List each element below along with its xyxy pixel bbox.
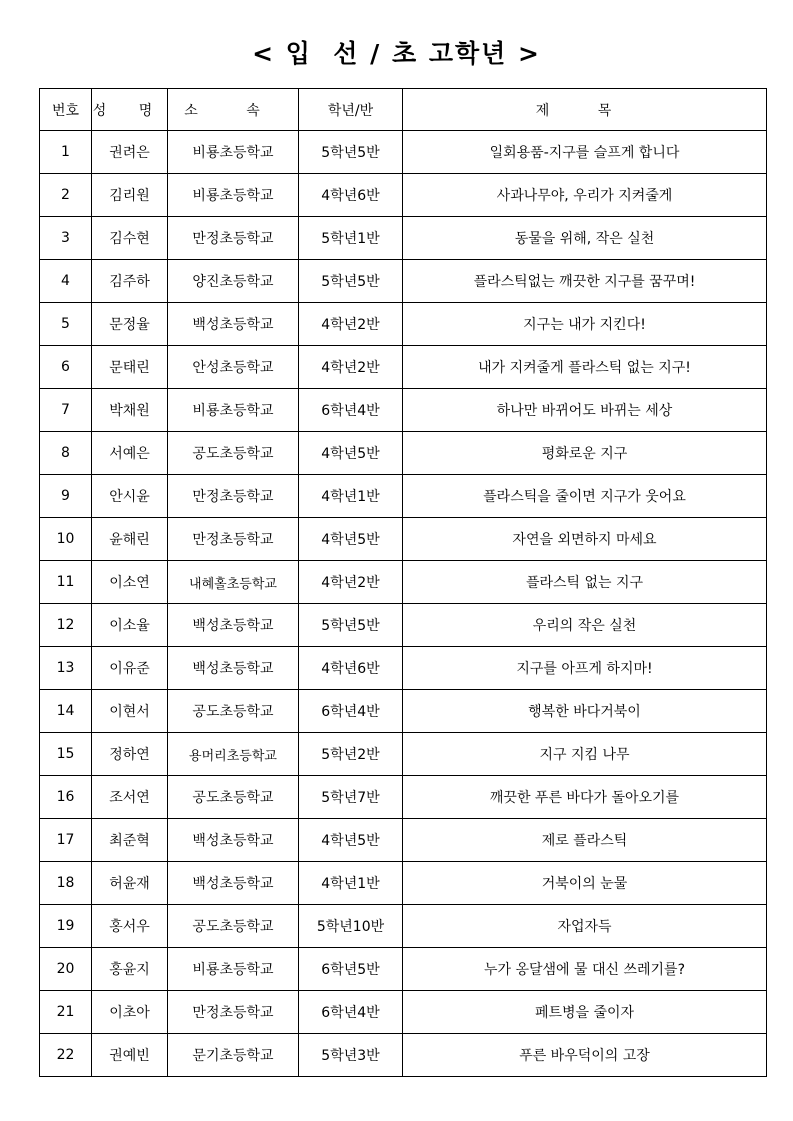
cell-school: 문기초등학교 (168, 1034, 299, 1077)
cell-school: 백성초등학교 (168, 647, 299, 690)
cell-grade: 4학년5반 (299, 432, 403, 475)
cell-grade: 5학년3반 (299, 1034, 403, 1077)
table-row (40, 174, 767, 217)
cell-grade: 4학년2반 (299, 346, 403, 389)
page-title: < 입 선 / 초 고학년 > (252, 39, 541, 68)
cell-subject: 누가 옹달샘에 물 대신 쓰레기를? (403, 948, 767, 991)
cell-number: 1 (40, 131, 92, 174)
cell-subject: 푸른 바우덕이의 고장 (403, 1034, 767, 1077)
cell-subject: 사과나무야, 우리가 지켜줄게 (403, 174, 767, 217)
table-row (40, 733, 767, 776)
cell-grade: 6학년4반 (299, 389, 403, 432)
cell-name: 이소연 (92, 561, 168, 604)
cell-grade: 4학년6반 (299, 174, 403, 217)
cell-school: 백성초등학교 (168, 819, 299, 862)
cell-subject: 내가 지켜줄게 플라스틱 없는 지구! (403, 346, 767, 389)
cell-grade: 4학년5반 (299, 819, 403, 862)
cell-school: 만정초등학교 (168, 991, 299, 1034)
cell-school: 백성초등학교 (168, 303, 299, 346)
cell-subject: 평화로운 지구 (403, 432, 767, 475)
table-row (40, 260, 767, 303)
cell-name: 권예빈 (92, 1034, 168, 1077)
cell-grade: 4학년1반 (299, 475, 403, 518)
cell-number: 9 (40, 475, 92, 518)
table-row (40, 432, 767, 475)
cell-school: 공도초등학교 (168, 905, 299, 948)
cell-number: 20 (40, 948, 92, 991)
table-row (40, 389, 767, 432)
cell-school: 백성초등학교 (168, 862, 299, 905)
cell-school: 공도초등학교 (168, 776, 299, 819)
table-row (40, 1034, 767, 1077)
header-subject: 제 목 (403, 89, 767, 131)
cell-subject: 행복한 바다거북이 (403, 690, 767, 733)
cell-name: 박채원 (92, 389, 168, 432)
cell-grade: 5학년5반 (299, 131, 403, 174)
cell-number: 14 (40, 690, 92, 733)
cell-subject: 하나만 바뀌어도 바뀌는 세상 (403, 389, 767, 432)
table-row (40, 604, 767, 647)
cell-subject: 자업자득 (403, 905, 767, 948)
cell-subject: 자연을 외면하지 마세요 (403, 518, 767, 561)
cell-name: 윤해린 (92, 518, 168, 561)
table-row (40, 217, 767, 260)
table-row (40, 518, 767, 561)
cell-school: 만정초등학교 (168, 518, 299, 561)
cell-subject: 지구를 아프게 하지마! (403, 647, 767, 690)
cell-name: 이소율 (92, 604, 168, 647)
table-row (40, 346, 767, 389)
cell-grade: 5학년5반 (299, 604, 403, 647)
cell-number: 5 (40, 303, 92, 346)
cell-school: 비룡초등학교 (168, 174, 299, 217)
cell-name: 이초아 (92, 991, 168, 1034)
cell-grade: 5학년5반 (299, 260, 403, 303)
cell-number: 13 (40, 647, 92, 690)
cell-school: 내혜홀초등학교 (168, 561, 299, 604)
cell-grade: 5학년2반 (299, 733, 403, 776)
cell-name: 조서연 (92, 776, 168, 819)
cell-grade: 4학년2반 (299, 303, 403, 346)
cell-subject: 플라스틱 없는 지구 (403, 561, 767, 604)
cell-number: 21 (40, 991, 92, 1034)
cell-school: 만정초등학교 (168, 217, 299, 260)
cell-school: 비룡초등학교 (168, 948, 299, 991)
table-row (40, 475, 767, 518)
cell-subject: 지구는 내가 지킨다! (403, 303, 767, 346)
cell-grade: 6학년4반 (299, 690, 403, 733)
cell-name: 홍윤지 (92, 948, 168, 991)
cell-subject: 일회용품-지구를 슬프게 합니다 (403, 131, 767, 174)
table-row (40, 561, 767, 604)
cell-name: 이현서 (92, 690, 168, 733)
cell-name: 안시윤 (92, 475, 168, 518)
header-school: 소 속 (168, 89, 299, 131)
table-row (40, 991, 767, 1034)
table-row (40, 819, 767, 862)
cell-number: 22 (40, 1034, 92, 1077)
cell-subject: 플라스틱을 줄이면 지구가 웃어요 (403, 475, 767, 518)
cell-subject: 플라스틱없는 깨끗한 지구를 꿈꾸며! (403, 260, 767, 303)
table-row (40, 776, 767, 819)
cell-name: 김주하 (92, 260, 168, 303)
header-number: 번호 (40, 89, 92, 131)
cell-number: 12 (40, 604, 92, 647)
cell-grade: 4학년6반 (299, 647, 403, 690)
cell-subject: 동물을 위해, 작은 실천 (403, 217, 767, 260)
cell-subject: 페트병을 줄이자 (403, 991, 767, 1034)
cell-grade: 6학년4반 (299, 991, 403, 1034)
cell-number: 8 (40, 432, 92, 475)
header-name: 성 명 (92, 89, 168, 131)
cell-grade: 5학년10반 (299, 905, 403, 948)
table-row (40, 303, 767, 346)
table-row (40, 862, 767, 905)
cell-number: 15 (40, 733, 92, 776)
cell-subject: 우리의 작은 실천 (403, 604, 767, 647)
cell-school: 용머리초등학교 (168, 733, 299, 776)
cell-number: 6 (40, 346, 92, 389)
cell-number: 10 (40, 518, 92, 561)
cell-school: 양진초등학교 (168, 260, 299, 303)
cell-subject: 지구 지킴 나무 (403, 733, 767, 776)
cell-name: 김수현 (92, 217, 168, 260)
cell-grade: 4학년2반 (299, 561, 403, 604)
table-row (40, 647, 767, 690)
cell-grade: 5학년7반 (299, 776, 403, 819)
table-row (40, 905, 767, 948)
cell-subject: 제로 플라스틱 (403, 819, 767, 862)
cell-number: 19 (40, 905, 92, 948)
cell-name: 허윤재 (92, 862, 168, 905)
cell-school: 비룡초등학교 (168, 131, 299, 174)
cell-school: 안성초등학교 (168, 346, 299, 389)
cell-name: 홍서우 (92, 905, 168, 948)
cell-number: 18 (40, 862, 92, 905)
cell-name: 문정율 (92, 303, 168, 346)
cell-number: 16 (40, 776, 92, 819)
winners-table (39, 88, 767, 1077)
cell-name: 문태린 (92, 346, 168, 389)
cell-number: 3 (40, 217, 92, 260)
cell-school: 만정초등학교 (168, 475, 299, 518)
cell-subject: 깨끗한 푸른 바다가 돌아오기를 (403, 776, 767, 819)
cell-name: 정하연 (92, 733, 168, 776)
cell-number: 4 (40, 260, 92, 303)
cell-number: 17 (40, 819, 92, 862)
cell-name: 이유준 (92, 647, 168, 690)
cell-number: 7 (40, 389, 92, 432)
cell-number: 11 (40, 561, 92, 604)
table-row (40, 131, 767, 174)
cell-grade: 4학년1반 (299, 862, 403, 905)
cell-name: 김리원 (92, 174, 168, 217)
cell-name: 권려은 (92, 131, 168, 174)
cell-school: 공도초등학교 (168, 432, 299, 475)
cell-name: 서예은 (92, 432, 168, 475)
cell-subject: 거북이의 눈물 (403, 862, 767, 905)
cell-school: 백성초등학교 (168, 604, 299, 647)
table-row (40, 690, 767, 733)
cell-number: 2 (40, 174, 92, 217)
table-row (40, 948, 767, 991)
cell-name: 최준혁 (92, 819, 168, 862)
cell-school: 비룡초등학교 (168, 389, 299, 432)
header-grade: 학년/반 (299, 89, 403, 131)
cell-grade: 6학년5반 (299, 948, 403, 991)
cell-grade: 4학년5반 (299, 518, 403, 561)
table-header-row (40, 89, 767, 131)
cell-grade: 5학년1반 (299, 217, 403, 260)
cell-school: 공도초등학교 (168, 690, 299, 733)
